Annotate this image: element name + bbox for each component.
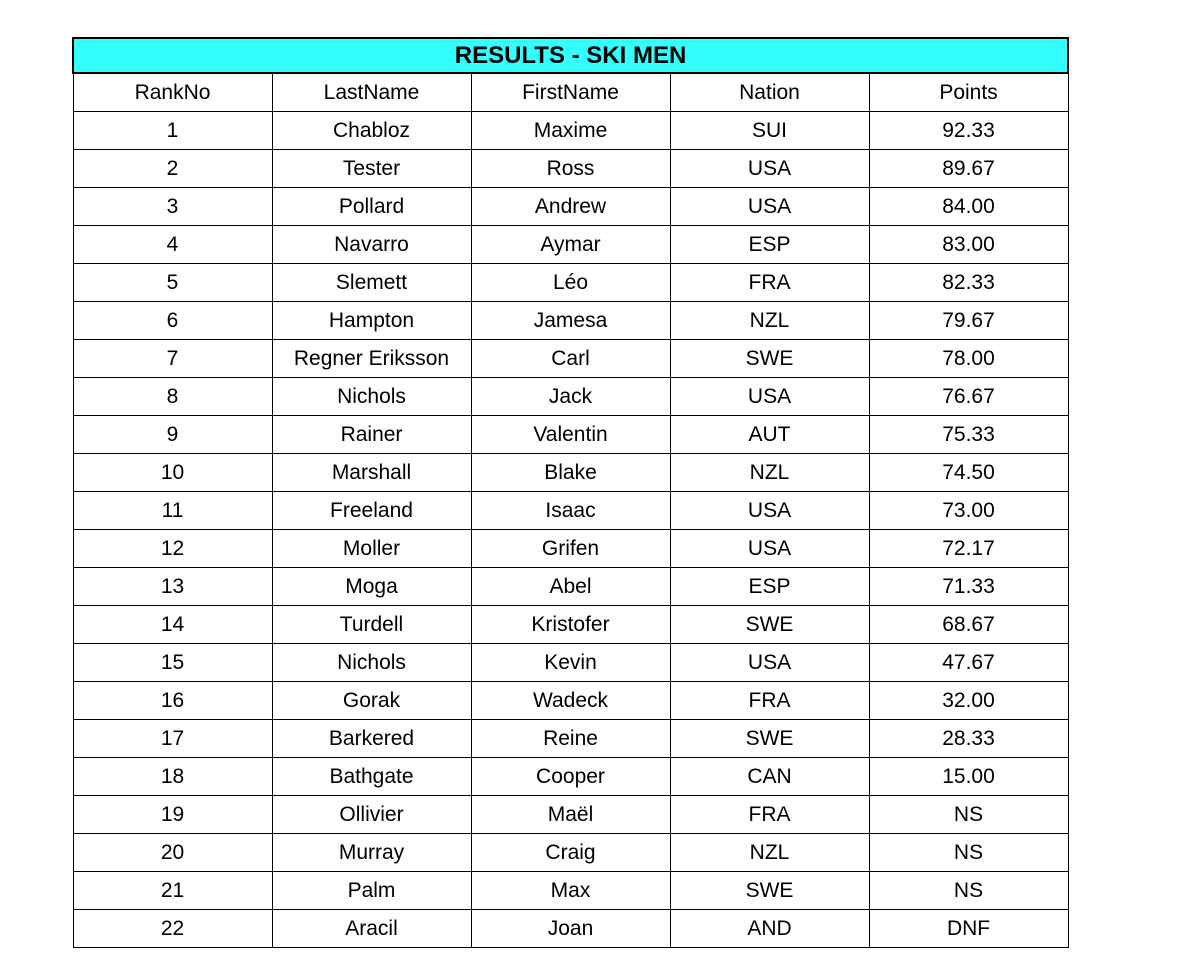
table-row (73, 340, 1068, 378)
nation-cell: USA (670, 530, 869, 568)
table-row (73, 112, 1068, 150)
firstname-cell: Aymar (471, 226, 670, 264)
table-row (73, 492, 1068, 530)
firstname-cell: Maxime (471, 112, 670, 150)
nation-cell: USA (670, 188, 869, 226)
table-row (73, 378, 1068, 416)
points-cell: NS (869, 872, 1068, 910)
results-table (72, 37, 1069, 948)
firstname-cell: Max (471, 872, 670, 910)
table-row (73, 910, 1068, 948)
lastname-cell: Bathgate (272, 758, 471, 796)
table-row (73, 720, 1068, 758)
table-row (73, 568, 1068, 606)
nation-cell: NZL (670, 454, 869, 492)
header-row (73, 73, 1068, 112)
nation-cell: USA (670, 644, 869, 682)
points-cell: NS (869, 834, 1068, 872)
points-cell: 84.00 (869, 188, 1068, 226)
lastname-cell: Nichols (272, 644, 471, 682)
lastname-cell: Tester (272, 150, 471, 188)
nation-cell: USA (670, 378, 869, 416)
rank-cell: 2 (73, 150, 272, 188)
points-cell: 76.67 (869, 378, 1068, 416)
rank-cell: 9 (73, 416, 272, 454)
nation-cell: SWE (670, 606, 869, 644)
table-row (73, 454, 1068, 492)
lastname-cell: Nichols (272, 378, 471, 416)
lastname-cell: Moga (272, 568, 471, 606)
table-row (73, 644, 1068, 682)
nation-cell: AUT (670, 416, 869, 454)
lastname-cell: Ollivier (272, 796, 471, 834)
rank-cell: 18 (73, 758, 272, 796)
title-row (73, 38, 1068, 73)
points-cell: 74.50 (869, 454, 1068, 492)
rank-cell: 8 (73, 378, 272, 416)
firstname-cell: Léo (471, 264, 670, 302)
points-cell: 32.00 (869, 682, 1068, 720)
lastname-cell: Chabloz (272, 112, 471, 150)
lastname-cell: Hampton (272, 302, 471, 340)
points-cell: 72.17 (869, 530, 1068, 568)
table-title: RESULTS - SKI MEN (73, 38, 1068, 73)
lastname-cell: Palm (272, 872, 471, 910)
rank-cell: 5 (73, 264, 272, 302)
rank-cell: 17 (73, 720, 272, 758)
column-header-firstname: FirstName (471, 73, 670, 112)
firstname-cell: Maël (471, 796, 670, 834)
points-cell: 75.33 (869, 416, 1068, 454)
rank-cell: 21 (73, 872, 272, 910)
rank-cell: 22 (73, 910, 272, 948)
column-header-rankno: RankNo (73, 73, 272, 112)
table-row (73, 796, 1068, 834)
firstname-cell: Cooper (471, 758, 670, 796)
column-header-nation: Nation (670, 73, 869, 112)
nation-cell: FRA (670, 796, 869, 834)
lastname-cell: Barkered (272, 720, 471, 758)
lastname-cell: Turdell (272, 606, 471, 644)
firstname-cell: Kevin (471, 644, 670, 682)
column-header-lastname: LastName (272, 73, 471, 112)
lastname-cell: Pollard (272, 188, 471, 226)
column-header-points: Points (869, 73, 1068, 112)
lastname-cell: Aracil (272, 910, 471, 948)
rank-cell: 3 (73, 188, 272, 226)
lastname-cell: Moller (272, 530, 471, 568)
rank-cell: 10 (73, 454, 272, 492)
table-row (73, 264, 1068, 302)
table-row (73, 872, 1068, 910)
table-row (73, 416, 1068, 454)
points-cell: DNF (869, 910, 1068, 948)
points-cell: 78.00 (869, 340, 1068, 378)
points-cell: 47.67 (869, 644, 1068, 682)
points-cell: 71.33 (869, 568, 1068, 606)
firstname-cell: Andrew (471, 188, 670, 226)
firstname-cell: Jamesa (471, 302, 670, 340)
firstname-cell: Craig (471, 834, 670, 872)
rank-cell: 15 (73, 644, 272, 682)
lastname-cell: Murray (272, 834, 471, 872)
firstname-cell: Reine (471, 720, 670, 758)
firstname-cell: Isaac (471, 492, 670, 530)
table-row (73, 150, 1068, 188)
points-cell: 73.00 (869, 492, 1068, 530)
table-row (73, 226, 1068, 264)
rank-cell: 13 (73, 568, 272, 606)
firstname-cell: Valentin (471, 416, 670, 454)
firstname-cell: Joan (471, 910, 670, 948)
rank-cell: 6 (73, 302, 272, 340)
points-cell: 83.00 (869, 226, 1068, 264)
firstname-cell: Grifen (471, 530, 670, 568)
results-body (73, 112, 1068, 948)
points-cell: 79.67 (869, 302, 1068, 340)
lastname-cell: Rainer (272, 416, 471, 454)
rank-cell: 4 (73, 226, 272, 264)
rank-cell: 7 (73, 340, 272, 378)
firstname-cell: Abel (471, 568, 670, 606)
table-row (73, 834, 1068, 872)
points-cell: 68.67 (869, 606, 1068, 644)
rank-cell: 11 (73, 492, 272, 530)
lastname-cell: Gorak (272, 682, 471, 720)
nation-cell: NZL (670, 302, 869, 340)
nation-cell: SWE (670, 720, 869, 758)
nation-cell: SWE (670, 872, 869, 910)
table-row (73, 682, 1068, 720)
rank-cell: 19 (73, 796, 272, 834)
rank-cell: 20 (73, 834, 272, 872)
points-cell: NS (869, 796, 1068, 834)
lastname-cell: Navarro (272, 226, 471, 264)
rank-cell: 1 (73, 112, 272, 150)
lastname-cell: Regner Eriksson (272, 340, 471, 378)
firstname-cell: Ross (471, 150, 670, 188)
nation-cell: FRA (670, 682, 869, 720)
table-row (73, 530, 1068, 568)
points-cell: 15.00 (869, 758, 1068, 796)
firstname-cell: Blake (471, 454, 670, 492)
nation-cell: SWE (670, 340, 869, 378)
firstname-cell: Wadeck (471, 682, 670, 720)
points-cell: 89.67 (869, 150, 1068, 188)
nation-cell: ESP (670, 226, 869, 264)
table-row (73, 188, 1068, 226)
lastname-cell: Freeland (272, 492, 471, 530)
nation-cell: AND (670, 910, 869, 948)
table-row (73, 302, 1068, 340)
table-row (73, 606, 1068, 644)
lastname-cell: Slemett (272, 264, 471, 302)
points-cell: 82.33 (869, 264, 1068, 302)
nation-cell: CAN (670, 758, 869, 796)
firstname-cell: Jack (471, 378, 670, 416)
table-row (73, 758, 1068, 796)
firstname-cell: Kristofer (471, 606, 670, 644)
nation-cell: ESP (670, 568, 869, 606)
rank-cell: 16 (73, 682, 272, 720)
points-cell: 92.33 (869, 112, 1068, 150)
lastname-cell: Marshall (272, 454, 471, 492)
points-cell: 28.33 (869, 720, 1068, 758)
nation-cell: SUI (670, 112, 869, 150)
nation-cell: FRA (670, 264, 869, 302)
rank-cell: 12 (73, 530, 272, 568)
nation-cell: USA (670, 150, 869, 188)
rank-cell: 14 (73, 606, 272, 644)
nation-cell: NZL (670, 834, 869, 872)
nation-cell: USA (670, 492, 869, 530)
firstname-cell: Carl (471, 340, 670, 378)
